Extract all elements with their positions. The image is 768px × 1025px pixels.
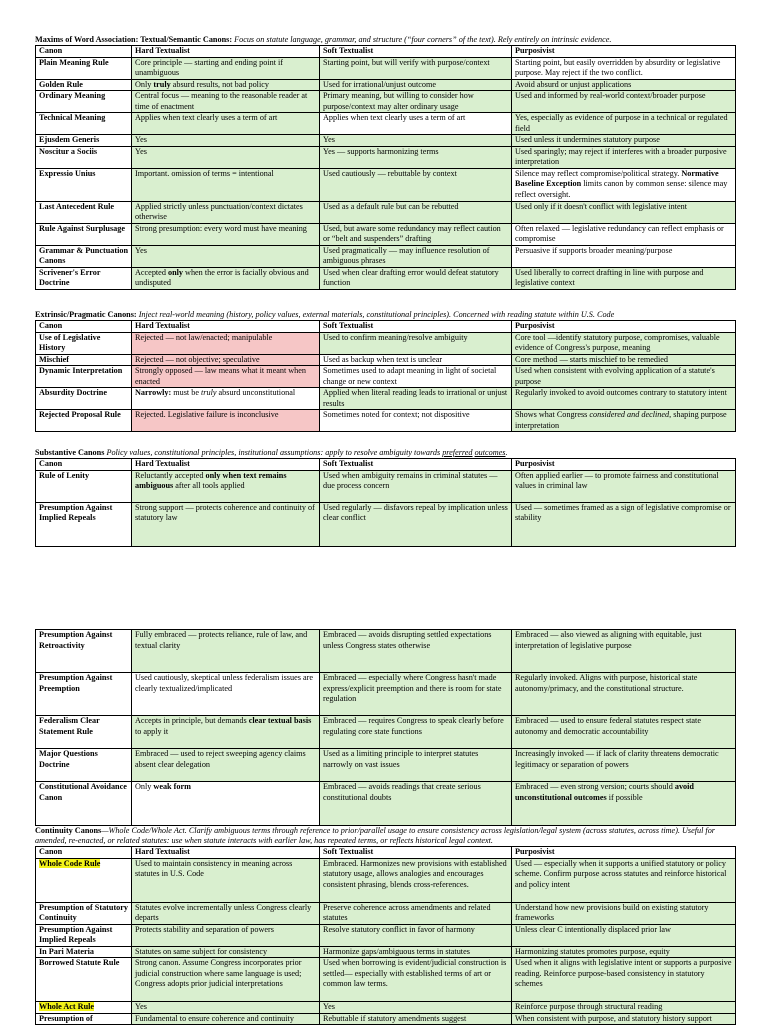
hard-textualist-cell: Yes — [132, 1002, 320, 1014]
hard-textualist-cell: Statutes on same subject for consistency — [132, 946, 320, 958]
canon-name: Scrivener's Error Doctrine — [36, 267, 132, 289]
table-row — [36, 1002, 736, 1014]
header-canon: Canon — [36, 459, 132, 471]
section-title: Continuity Canons—Whole Code/Whole Act. Clarify ambiguous terms through reference to prior/parallel usage to ensure consistency across legislation/legal system (across statutes, across time). Useful for amended, re-enacted, or related statutes: use when statute interacts with earlier law, has repeated terms, or reflects historical legal context. — [35, 826, 715, 845]
purposivist-cell: Shows what Congress considered and declined, shaping purpose interpretation — [512, 410, 736, 432]
soft-textualist-cell: Used when ambiguity remains in criminal statutes — due process concern — [320, 470, 512, 502]
purposivist-cell: Used only if it doesn't conflict with legislative intent — [512, 201, 736, 223]
table-row — [36, 470, 736, 502]
soft-textualist-cell: Used as backup when text is unclear — [320, 354, 512, 366]
table-row — [36, 630, 736, 673]
header-soft-textualist: Soft Textualist — [320, 459, 512, 471]
extrinsic-canons-section — [35, 310, 735, 432]
purposivist-cell: Silence may reflect compromise/political strategy. Normative Baseline Exception limits canon by common sense: silence may reflect oversight. — [512, 168, 736, 201]
hard-textualist-cell: Strong canon. Assume Congress incorporates prior judicial construction where same language is used; Congress adopts prior judicial interpretations — [132, 958, 320, 1002]
table-row — [36, 113, 736, 135]
canon-name: Dynamic Interpretation — [36, 366, 132, 388]
table-row — [36, 135, 736, 147]
canon-name: Presumption of Statutory Continuity — [36, 902, 132, 924]
soft-textualist-cell: Sometimes noted for context; not dispositive — [320, 410, 512, 432]
table-row — [36, 146, 736, 168]
canon-name: In Pari Materia — [36, 946, 132, 958]
hard-textualist-cell: Only weak form — [132, 782, 320, 826]
section-title: Substantive Canons Policy values, constitutional principles, institutional assumptions: apply to resolve ambiguity towards preferred outcomes. — [35, 448, 508, 457]
table-row — [36, 366, 736, 388]
table-row — [36, 223, 736, 245]
hard-textualist-cell: Fundamental to ensure coherence and continuity — [132, 1013, 320, 1025]
hard-textualist-cell: Accepted only when the error is facially obvious and undisputed — [132, 267, 320, 289]
purposivist-cell: When consistent with purpose, and statutory history support — [512, 1013, 736, 1025]
canon-name: Ejusdem Generis — [36, 135, 132, 147]
table-row — [36, 946, 736, 958]
canon-name: Rule of Lenity — [36, 470, 132, 502]
soft-textualist-cell: Used pragmatically — may influence resolution of ambiguous phrases — [320, 245, 512, 267]
soft-textualist-cell: Used as a limiting principle to interpret statutes narrowly on vast issues — [320, 749, 512, 782]
table-row — [36, 332, 736, 354]
header-hard-textualist: Hard Textualist — [132, 321, 320, 333]
soft-textualist-cell: Primary meaning, but willing to consider how purpose/context may alter ordinary usage — [320, 91, 512, 113]
header-soft-textualist: Soft Textualist — [320, 847, 512, 859]
soft-textualist-cell: Preserve coherence across amendments and related statutes — [320, 902, 512, 924]
hard-textualist-cell: Strongly opposed — law means what it meant when enacted — [132, 366, 320, 388]
header-canon: Canon — [36, 847, 132, 859]
purposivist-cell: Yes, especially as evidence of purpose in a technical or regulated field — [512, 113, 736, 135]
table-row — [36, 782, 736, 826]
soft-textualist-cell: Used when borrowing is evident/judicial construction is settled— especially with established terms of art or common law terms. — [320, 958, 512, 1002]
table-row — [36, 91, 736, 113]
hard-textualist-cell: Yes — [132, 135, 320, 147]
purposivist-cell: Core tool —identify statutory purpose, compromises, valuable evidence of Congress's purpose, meaning — [512, 332, 736, 354]
table-row — [36, 902, 736, 924]
hard-textualist-cell: Used to maintain consistency in meaning across statutes in U.S. Code — [132, 858, 320, 902]
hard-textualist-cell: Important. omission of terms = intentional — [132, 168, 320, 201]
canon-name: Constitutional Avoidance Canon — [36, 782, 132, 826]
purposivist-cell: Used and informed by real-world context/broader purpose — [512, 91, 736, 113]
soft-textualist-cell: Embraced — especially where Congress hasn't made express/explicit preemption and there is room for state regulation — [320, 673, 512, 716]
hard-textualist-cell: Fully embraced — protects reliance, rule of law, and textual clarity — [132, 630, 320, 673]
hard-textualist-cell: Strong support — protects coherence and continuity of statutory law — [132, 502, 320, 546]
soft-textualist-cell: Used cautiously — rebuttable by context — [320, 168, 512, 201]
header-canon: Canon — [36, 46, 132, 58]
hard-textualist-cell: Rejected — not objective; speculative — [132, 354, 320, 366]
soft-textualist-cell: Resolve statutory conflict in favor of harmony — [320, 924, 512, 946]
table-row — [36, 168, 736, 201]
purposivist-cell: Starting point, but easily overridden by absurdity or legislative purpose. May reject if the two conflict. — [512, 57, 736, 79]
canon-name: Golden Rule — [36, 79, 132, 91]
soft-textualist-cell: Embraced. Harmonizes new provisions with established statutory usage, allows analogies and encourages consistent phrasing, blends cross-references. — [320, 858, 512, 902]
hard-textualist-cell: Rejected — not law/enacted; manipulable — [132, 332, 320, 354]
purposivist-cell: Unless clear C intentionally displaced prior law — [512, 924, 736, 946]
canon-name: Expressio Unius — [36, 168, 132, 201]
table-row — [36, 858, 736, 902]
table-row — [36, 354, 736, 366]
table-row — [36, 245, 736, 267]
canon-name: Presumption of — [36, 1013, 132, 1025]
purposivist-cell: Embraced — also viewed as aligning with equitable, just interpretation of legislative purpose — [512, 630, 736, 673]
table-header-row — [36, 847, 736, 859]
canon-name: Presumption Against Implied Repeals — [36, 502, 132, 546]
canon-name: Presumption Against Implied Repeals — [36, 924, 132, 946]
highlighted-canon: Whole Act Rule — [39, 1002, 95, 1011]
header-hard-textualist: Hard Textualist — [132, 459, 320, 471]
soft-textualist-cell: Used for irrational/unjust outcome — [320, 79, 512, 91]
section-title: Extrinsic/Pragmatic Canons: Inject real-world meaning (history, policy values, external materials, constitutional principles). Concerned with reading statute within U.S. Code — [35, 310, 615, 319]
canon-name: Presumption Against Retroactivity — [36, 630, 132, 673]
purposivist-cell: Increasingly invoked — if lack of clarity threatens democratic legitimacy or separation of powers — [512, 749, 736, 782]
substantive-canons-table — [35, 458, 736, 547]
table-row — [36, 388, 736, 410]
canon-name: Federalism Clear Statement Rule — [36, 716, 132, 749]
header-canon: Canon — [36, 321, 132, 333]
hard-textualist-cell: Core principle — starting and ending point if unambiguous — [132, 57, 320, 79]
table-row — [36, 716, 736, 749]
soft-textualist-cell: Used, but aware some redundancy may reflect caution or “belt and suspenders” drafting — [320, 223, 512, 245]
table-row — [36, 749, 736, 782]
soft-textualist-cell: Applied when literal reading leads to irrational or unjust results — [320, 388, 512, 410]
hard-textualist-cell: Yes — [132, 146, 320, 168]
soft-textualist-cell: Embraced — requires Congress to speak clearly before regulating core state functions — [320, 716, 512, 749]
purposivist-cell: Harmonizing statutes promotes purpose, equity — [512, 946, 736, 958]
hard-textualist-cell: Applied strictly unless punctuation/context dictates otherwise — [132, 201, 320, 223]
hard-textualist-cell: Accepts in principle, but demands clear textual basis to apply it — [132, 716, 320, 749]
header-purposivist: Purposivist — [512, 847, 736, 859]
table-row — [36, 267, 736, 289]
highlighted-canon: Whole Code Rule — [39, 858, 101, 868]
purposivist-cell: Understand how new provisions build on existing statutory frameworks — [512, 902, 736, 924]
purposivist-cell: Persuasive if supports broader meaning/purpose — [512, 245, 736, 267]
canon-name: Noscitur a Sociis — [36, 146, 132, 168]
header-purposivist: Purposivist — [512, 321, 736, 333]
hard-textualist-cell: Statutes evolve incrementally unless Congress clearly departs — [132, 902, 320, 924]
soft-textualist-cell: Used to confirm meaning/resolve ambiguity — [320, 332, 512, 354]
purposivist-cell: Core method — starts mischief to be remedied — [512, 354, 736, 366]
table-row — [36, 79, 736, 91]
soft-textualist-cell: Used when clear drafting error would defeat statutory function — [320, 267, 512, 289]
canon-name — [36, 858, 132, 902]
table-header-row — [36, 459, 736, 471]
section-title: Maxims of Word Association: Textual/Semantic Canons: Focus on statute language, grammar, and structure (“four corners” of the text). Rely entirely on intrinsic evidence. — [35, 35, 612, 44]
canon-name: Rule Against Surplusage — [36, 223, 132, 245]
soft-textualist-cell: Yes — [320, 135, 512, 147]
hard-textualist-cell: Reluctantly accepted only when text remains ambiguous after all tools applied — [132, 470, 320, 502]
canon-name: Plain Meaning Rule — [36, 57, 132, 79]
canon-name: Absurdity Doctrine — [36, 388, 132, 410]
table-row — [36, 924, 736, 946]
textual-canons-table — [35, 45, 736, 290]
purposivist-cell: Reinforce purpose through structural reading — [512, 1002, 736, 1014]
purposivist-cell: Embraced — used to ensure federal statutes respect state autonomy and democratic accountability — [512, 716, 736, 749]
purposivist-cell: Often applied earlier — to promote fairness and constitutional values in criminal law — [512, 470, 736, 502]
soft-textualist-cell: Harmonize gaps/ambiguous terms in statutes — [320, 946, 512, 958]
extrinsic-canons-table — [35, 320, 736, 432]
header-hard-textualist: Hard Textualist — [132, 847, 320, 859]
hard-textualist-cell: Narrowly: must be truly absurd unconstitutional — [132, 388, 320, 410]
continuity-canons-section — [35, 826, 735, 1025]
hard-textualist-cell: Rejected. Legislative failure is inconclusive — [132, 410, 320, 432]
canon-name — [36, 1002, 132, 1014]
header-soft-textualist: Soft Textualist — [320, 46, 512, 58]
canon-name: Grammar & Punctuation Canons — [36, 245, 132, 267]
hard-textualist-cell: Yes — [132, 245, 320, 267]
canon-name: Technical Meaning — [36, 113, 132, 135]
purposivist-cell: Regularly invoked. Aligns with purpose, historical state autonomy/primacy, and the constitutional structure. — [512, 673, 736, 716]
substantive-canons-continued-table — [35, 629, 736, 826]
soft-textualist-cell: Used as a default rule but can be rebutted — [320, 201, 512, 223]
canon-name: Borrowed Statute Rule — [36, 958, 132, 1002]
hard-textualist-cell: Central focus — meaning to the reasonable reader at time of enactment — [132, 91, 320, 113]
hard-textualist-cell: Used cautiously, skeptical unless federalism issues are clearly textualized/implicated — [132, 673, 320, 716]
substantive-canons-continued-section — [35, 629, 735, 826]
purposivist-cell: Used liberally to correct drafting in line with purpose and legislative context — [512, 267, 736, 289]
purposivist-cell: Used when it aligns with legislative intent or supports a purposive reading. Reinforce purpose-based consistency in statutory schemes — [512, 958, 736, 1002]
canon-name: Presumption Against Preemption — [36, 673, 132, 716]
soft-textualist-cell: Applies when text clearly uses a term of art — [320, 113, 512, 135]
table-row — [36, 673, 736, 716]
table-row — [36, 502, 736, 546]
canon-name: Rejected Proposal Rule — [36, 410, 132, 432]
purposivist-cell: Often relaxed — legislative redundancy can reflect emphasis or compromise — [512, 223, 736, 245]
soft-textualist-cell: Sometimes used to adapt meaning in light of societal change or new context — [320, 366, 512, 388]
table-row — [36, 57, 736, 79]
purposivist-cell: Used — sometimes framed as a sign of legislative compromise or stability — [512, 502, 736, 546]
hard-textualist-cell: Protects stability and separation of powers — [132, 924, 320, 946]
canon-name: Ordinary Meaning — [36, 91, 132, 113]
table-row — [36, 410, 736, 432]
hard-textualist-cell: Strong presumption: every word must have meaning — [132, 223, 320, 245]
canon-name: Major Questions Doctrine — [36, 749, 132, 782]
table-header-row — [36, 46, 736, 58]
purposivist-cell: Used — especially when it supports a unified statutory or policy scheme. Confirm purpose across statutes and reinforce historical and policy intent — [512, 858, 736, 902]
soft-textualist-cell: Starting point, but will verify with purpose/context — [320, 57, 512, 79]
table-header-row — [36, 321, 736, 333]
table-row — [36, 1013, 736, 1025]
header-purposivist: Purposivist — [512, 46, 736, 58]
soft-textualist-cell: Embraced — avoids disrupting settled expectations unless Congress states otherwise — [320, 630, 512, 673]
soft-textualist-cell: Yes — supports harmonizing terms — [320, 146, 512, 168]
purposivist-cell: Embraced — even strong version; courts should avoid unconstitutional outcomes if possible — [512, 782, 736, 826]
hard-textualist-cell: Only truly absurd results, not bad policy — [132, 79, 320, 91]
header-purposivist: Purposivist — [512, 459, 736, 471]
header-hard-textualist: Hard Textualist — [132, 46, 320, 58]
canon-name: Mischief — [36, 354, 132, 366]
purposivist-cell: Regularly invoked to avoid outcomes contrary to statutory intent — [512, 388, 736, 410]
textual-canons-section — [35, 35, 735, 290]
hard-textualist-cell: Applies when text clearly uses a term of art — [132, 113, 320, 135]
canon-name: Last Antecedent Rule — [36, 201, 132, 223]
hard-textualist-cell: Embraced — used to reject sweeping agency claims absent clear delegation — [132, 749, 320, 782]
table-row — [36, 201, 736, 223]
substantive-canons-section — [35, 448, 735, 547]
purposivist-cell: Used unless it undermines statutory purpose — [512, 135, 736, 147]
continuity-canons-table — [35, 846, 736, 1025]
canon-name: Use of Legislative History — [36, 332, 132, 354]
purposivist-cell: Used when consistent with evolving application of a statute's purpose — [512, 366, 736, 388]
purposivist-cell: Used sparingly; may reject if interferes with a broader purposive interpretation — [512, 146, 736, 168]
purposivist-cell: Avoid absurd or unjust applications — [512, 79, 736, 91]
soft-textualist-cell: Yes — [320, 1002, 512, 1014]
header-soft-textualist: Soft Textualist — [320, 321, 512, 333]
soft-textualist-cell: Used regularly — disfavors repeal by implication unless clear conflict — [320, 502, 512, 546]
table-row — [36, 958, 736, 1002]
soft-textualist-cell: Embraced — avoids readings that create serious constitutional doubts — [320, 782, 512, 826]
soft-textualist-cell: Rebuttable if statutory amendments suggest — [320, 1013, 512, 1025]
